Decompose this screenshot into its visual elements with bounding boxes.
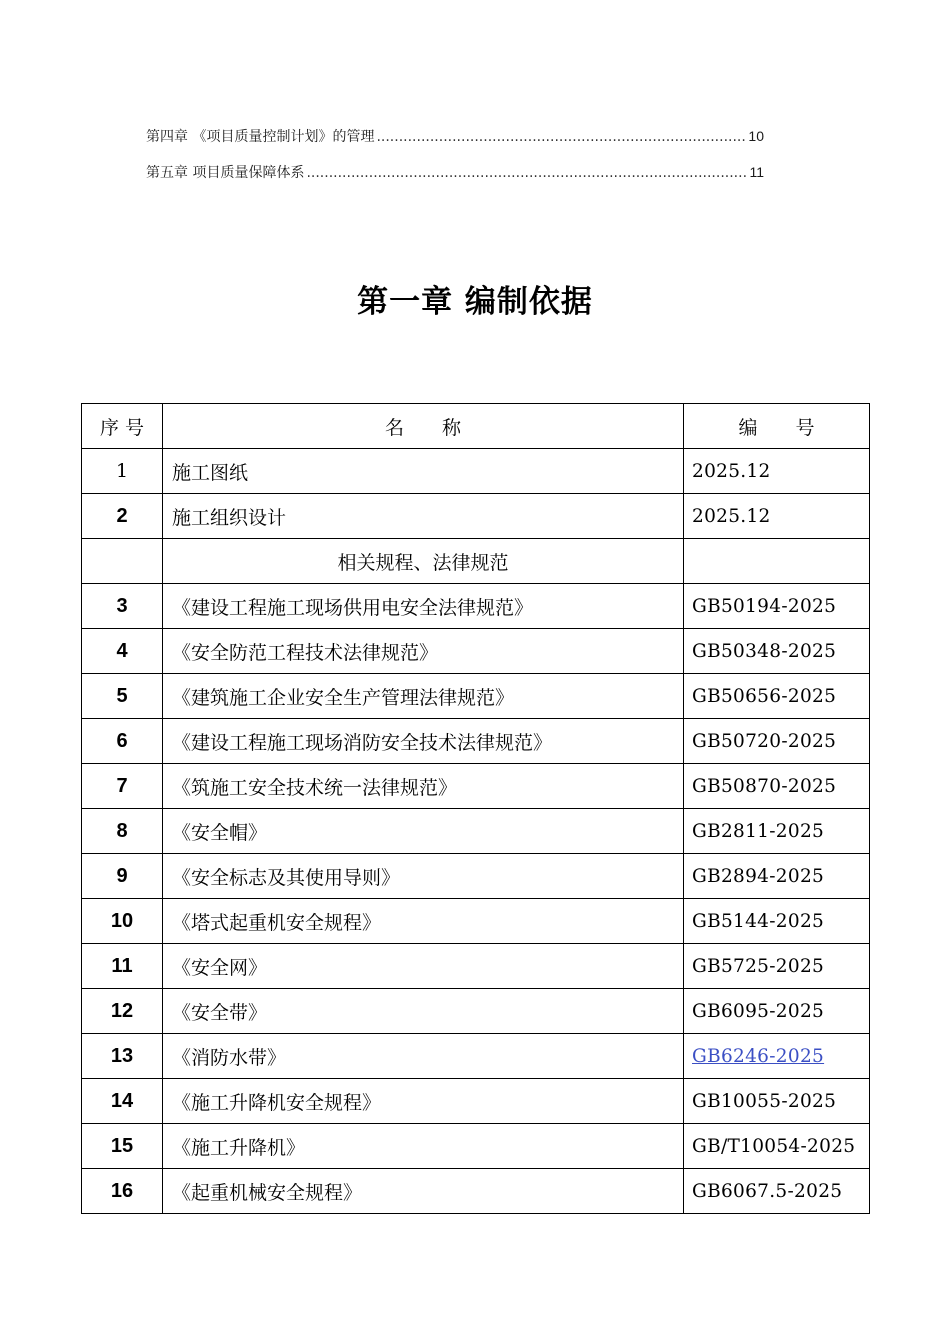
row-code: 2025.12 (684, 449, 870, 494)
row-number: 5 (82, 674, 163, 719)
row-code: GB2894-2025 (684, 854, 870, 899)
row-number: 9 (82, 854, 163, 899)
row-code: GB2811-2025 (684, 809, 870, 854)
row-name: 《施工升降机》 (163, 1124, 684, 1169)
toc-leader (376, 129, 746, 145)
table-header-row (82, 404, 870, 449)
row-name: 《建筑施工企业安全生产管理法律规范》 (163, 674, 684, 719)
table-row (82, 944, 870, 989)
row-name: 施工组织设计 (163, 494, 684, 539)
toc-leader (306, 165, 747, 181)
table-row (82, 584, 870, 629)
toc-entry-chapter-4[interactable] (146, 126, 764, 146)
row-number: 10 (82, 899, 163, 944)
row-number: 6 (82, 719, 163, 764)
table-row (82, 494, 870, 539)
row-name: 《消防水带》 (163, 1034, 684, 1079)
row-code: GB5144-2025 (684, 899, 870, 944)
table-row (82, 899, 870, 944)
row-code: GB50870-2025 (684, 764, 870, 809)
row-code: GB10055-2025 (684, 1079, 870, 1124)
toc-title: 第四章 《项目质量控制计划》的管理 (146, 129, 375, 145)
row-code: GB50656-2025 (684, 674, 870, 719)
table-section-row (82, 539, 870, 584)
row-number: 16 (82, 1169, 163, 1214)
chapter-title: 第一章 编制依据 (357, 284, 593, 320)
row-number: 12 (82, 989, 163, 1034)
table-row (82, 1169, 870, 1214)
row-name: 《安全防范工程技术法律规范》 (163, 629, 684, 674)
row-code: GB6095-2025 (684, 989, 870, 1034)
table-row (82, 719, 870, 764)
table-row (82, 629, 870, 674)
table-row (82, 989, 870, 1034)
toc-page-number: 11 (749, 164, 764, 180)
row-number: 15 (82, 1124, 163, 1169)
row-code: GB50194-2025 (684, 584, 870, 629)
row-number: 4 (82, 629, 163, 674)
table-row (82, 1079, 870, 1124)
row-name: 《建设工程施工现场消防安全技术法律规范》 (163, 719, 684, 764)
row-name: 《安全带》 (163, 989, 684, 1034)
row-code: 2025.12 (684, 494, 870, 539)
toc-page-number: 10 (748, 128, 764, 144)
row-number: 14 (82, 1079, 163, 1124)
table-row (82, 449, 870, 494)
toc-entry-chapter-5[interactable] (146, 162, 764, 182)
row-code-link[interactable]: GB6246-2025 (692, 1045, 825, 1067)
header-code: 编 号 (684, 404, 870, 449)
table-row (82, 674, 870, 719)
row-code: GB/T10054-2025 (684, 1124, 870, 1169)
row-number: 8 (82, 809, 163, 854)
row-name: 《安全网》 (163, 944, 684, 989)
row-number: 11 (82, 944, 163, 989)
basis-table (81, 403, 870, 1214)
row-number: 7 (82, 764, 163, 809)
row-code: GB50720-2025 (684, 719, 870, 764)
row-name: 《安全帽》 (163, 809, 684, 854)
row-name: 《安全标志及其使用导则》 (163, 854, 684, 899)
table-row (82, 1124, 870, 1169)
row-code: GB50348-2025 (684, 629, 870, 674)
table-row (82, 809, 870, 854)
header-number: 序 号 (82, 404, 163, 449)
row-name: 《筑施工安全技术统一法律规范》 (163, 764, 684, 809)
row-name: 《塔式起重机安全规程》 (163, 899, 684, 944)
row-name: 施工图纸 (163, 449, 684, 494)
row-number: 13 (82, 1034, 163, 1079)
table-row (82, 764, 870, 809)
row-number: 2 (82, 494, 163, 539)
header-name: 名 称 (163, 404, 684, 449)
row-number: 1 (82, 449, 163, 494)
section-empty-cell (82, 539, 163, 584)
row-name: 《建设工程施工现场供用电安全法律规范》 (163, 584, 684, 629)
row-code: GB6067.5-2025 (684, 1169, 870, 1214)
row-name: 《施工升降机安全规程》 (163, 1079, 684, 1124)
row-code: GB5725-2025 (684, 944, 870, 989)
table-row (82, 854, 870, 899)
section-empty-cell (684, 539, 870, 584)
table-row (82, 1034, 870, 1079)
row-code-cell (684, 1034, 870, 1079)
toc-title: 第五章 项目质量保障体系 (146, 165, 305, 181)
row-name: 《起重机械安全规程》 (163, 1169, 684, 1214)
row-number: 3 (82, 584, 163, 629)
section-label: 相关规程、法律规范 (163, 539, 684, 584)
